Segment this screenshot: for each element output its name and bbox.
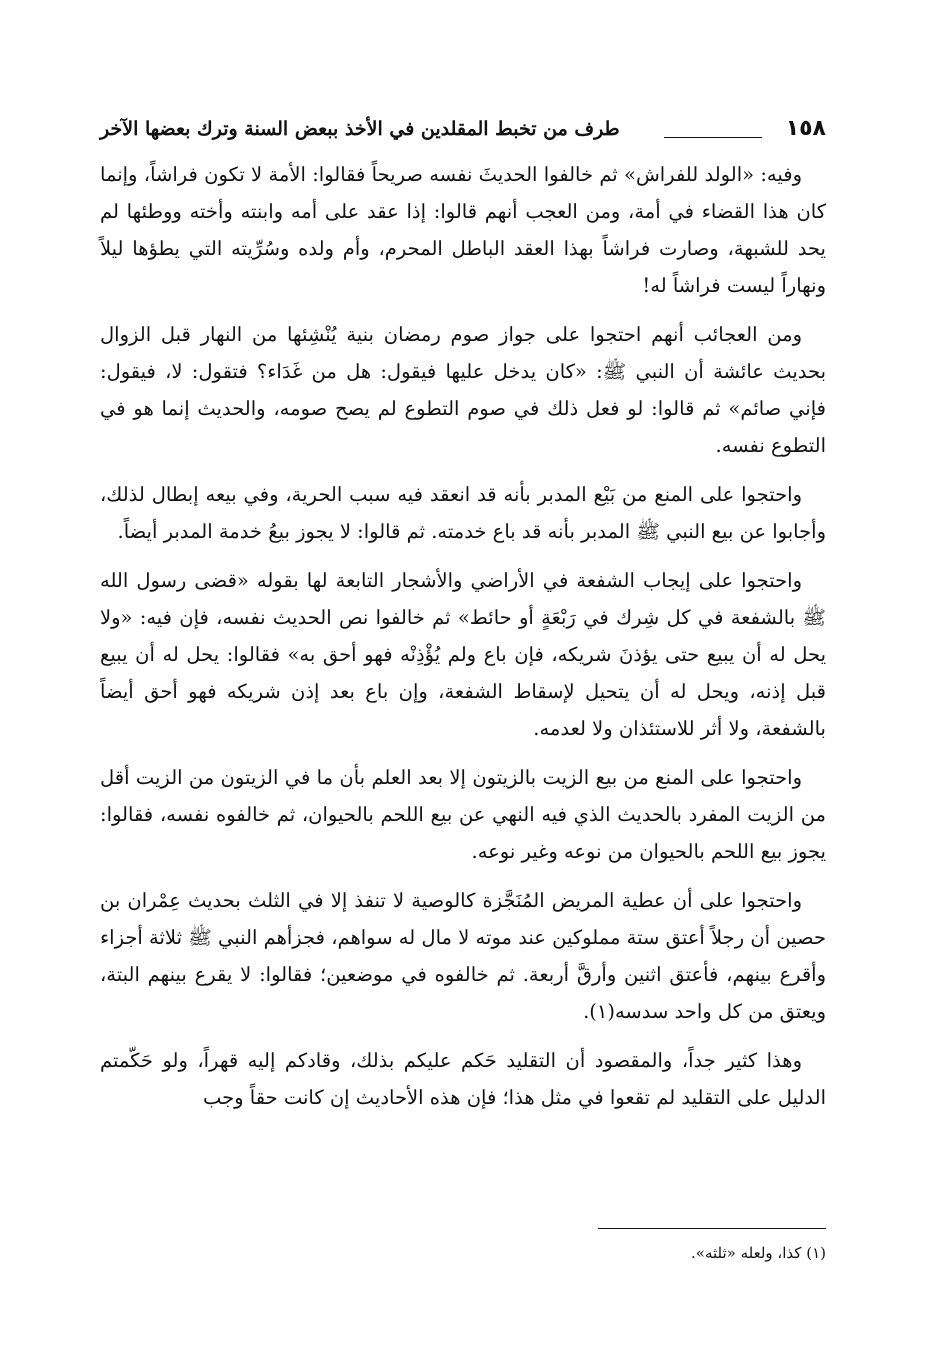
- paragraph: وفيه: «الولد للفراش» ثم خالفوا الحديثَ نفسه صريحاً فقالوا: الأمة لا تكون فراشاً، وإنما كان هذا القضاء في أمة، ومن العجب أنهم قالوا: إذا عقد على أمه وابنته وأخته ووطئها لم يحد للشبهة، وصارت فراشاً بهذا العقد الباطل المحرم، وأم ولده وسُرِّيته التي يطؤها ليلاً ونهاراً ليست فراشاً له!: [100, 163, 826, 297]
- paragraph: ومن العجائب أنهم احتجوا على جواز صوم رمضان بنية يُنْشِئها من النهار قبل الزوال بحديث عائشة أن النبي ﷺ: «كان يدخل عليها فيقول: هل من غَدَاء؟ فتقول: لا، فيقول: فإني صائم» ثم قالوا: لو فعل ذلك في صوم التطوع لم يصح صومه، والحديث إنما هو في التطوع نفسه.: [100, 323, 826, 457]
- body-text: [100, 156, 826, 1128]
- document-page: [100, 100, 826, 1330]
- paragraph: واحتجوا على المنع من بَيْع المدبر بأنه قد انعقد فيه سبب الحرية، وفي بيعه إبطال لذلك، وأجابوا عن بيع النبي ﷺ المدبر بأنه قد باع خدمته. ثم قالوا: لا يجوز بيعُ خدمة المدبر أيضاً.: [100, 483, 826, 543]
- paragraph: واحتجوا على أن عطية المريض المُنَجَّزة كالوصية لا تنفذ إلا في الثلث بحديث عِمْران بن حصين أن رجلاً أعتق ستة مملوكين عند موته لا مال له سواهم، فجزأهم النبي ﷺ ثلاثة أجزاء وأقرع بينهم، فأعتق اثنين وأرقَّ أربعة. ثم خالفوه في موضعين؛ فقالوا: لا يقرع بينهم البتة، ويعتق من كل واحد سدسه(١).: [100, 889, 826, 1023]
- page-header: [100, 100, 826, 150]
- paragraph: وهذا كثير جداً، والمقصود أن التقليد حَكم عليكم بذلك، وقادكم إليه قهراً، ولو حَكّمتم الدليل على التقليد لم تقعوا في مثل هذا؛ فإن هذه الأحاديث إن كانت حقاً وجب: [100, 1049, 826, 1109]
- paragraph: واحتجوا على المنع من بيع الزيت بالزيتون إلا بعد العلم بأن ما في الزيتون من الزيت أقل من الزيت المفرد بالحديث الذي فيه النهي عن بيع اللحم بالحيوان، ثم خالفوه نفسه، فقالوا: يجوز بيع اللحم بالحيوان من نوعه وغير نوعه.: [100, 766, 826, 863]
- running-title: طرف من تخبط المقلدين في الأخذ ببعض السنة وترك بعضها الآخر: [100, 118, 620, 140]
- paragraph: واحتجوا على إيجاب الشفعة في الأراضي والأشجار التابعة لها بقوله «قضى رسول الله ﷺ بالشفعة في كل شِرك في رَبْعَةٍ أو حائط» ثم خالفوا نص الحديث نفسه، فإن فيه: «ولا يحل له أن يبيع حتى يؤذنَ شريكه، فإن باع ولم يُؤْذِنْه فهو أحق به» فقالوا: يحل له أن يبيع قبل إذنه، ويحل له أن يتحيل لإسقاط الشفعة، وإن باع بعد إذن شريكه فهو أحق أيضاً بالشفعة، ولا أثر للاستئذان ولا لعدمه.: [100, 569, 826, 740]
- footnote-rule: [598, 1228, 826, 1229]
- page-number: ١٥٨: [785, 116, 826, 141]
- footnote: (١) كذا، ولعله «ثلثه».: [691, 1244, 826, 1262]
- header-rule: [664, 137, 762, 138]
